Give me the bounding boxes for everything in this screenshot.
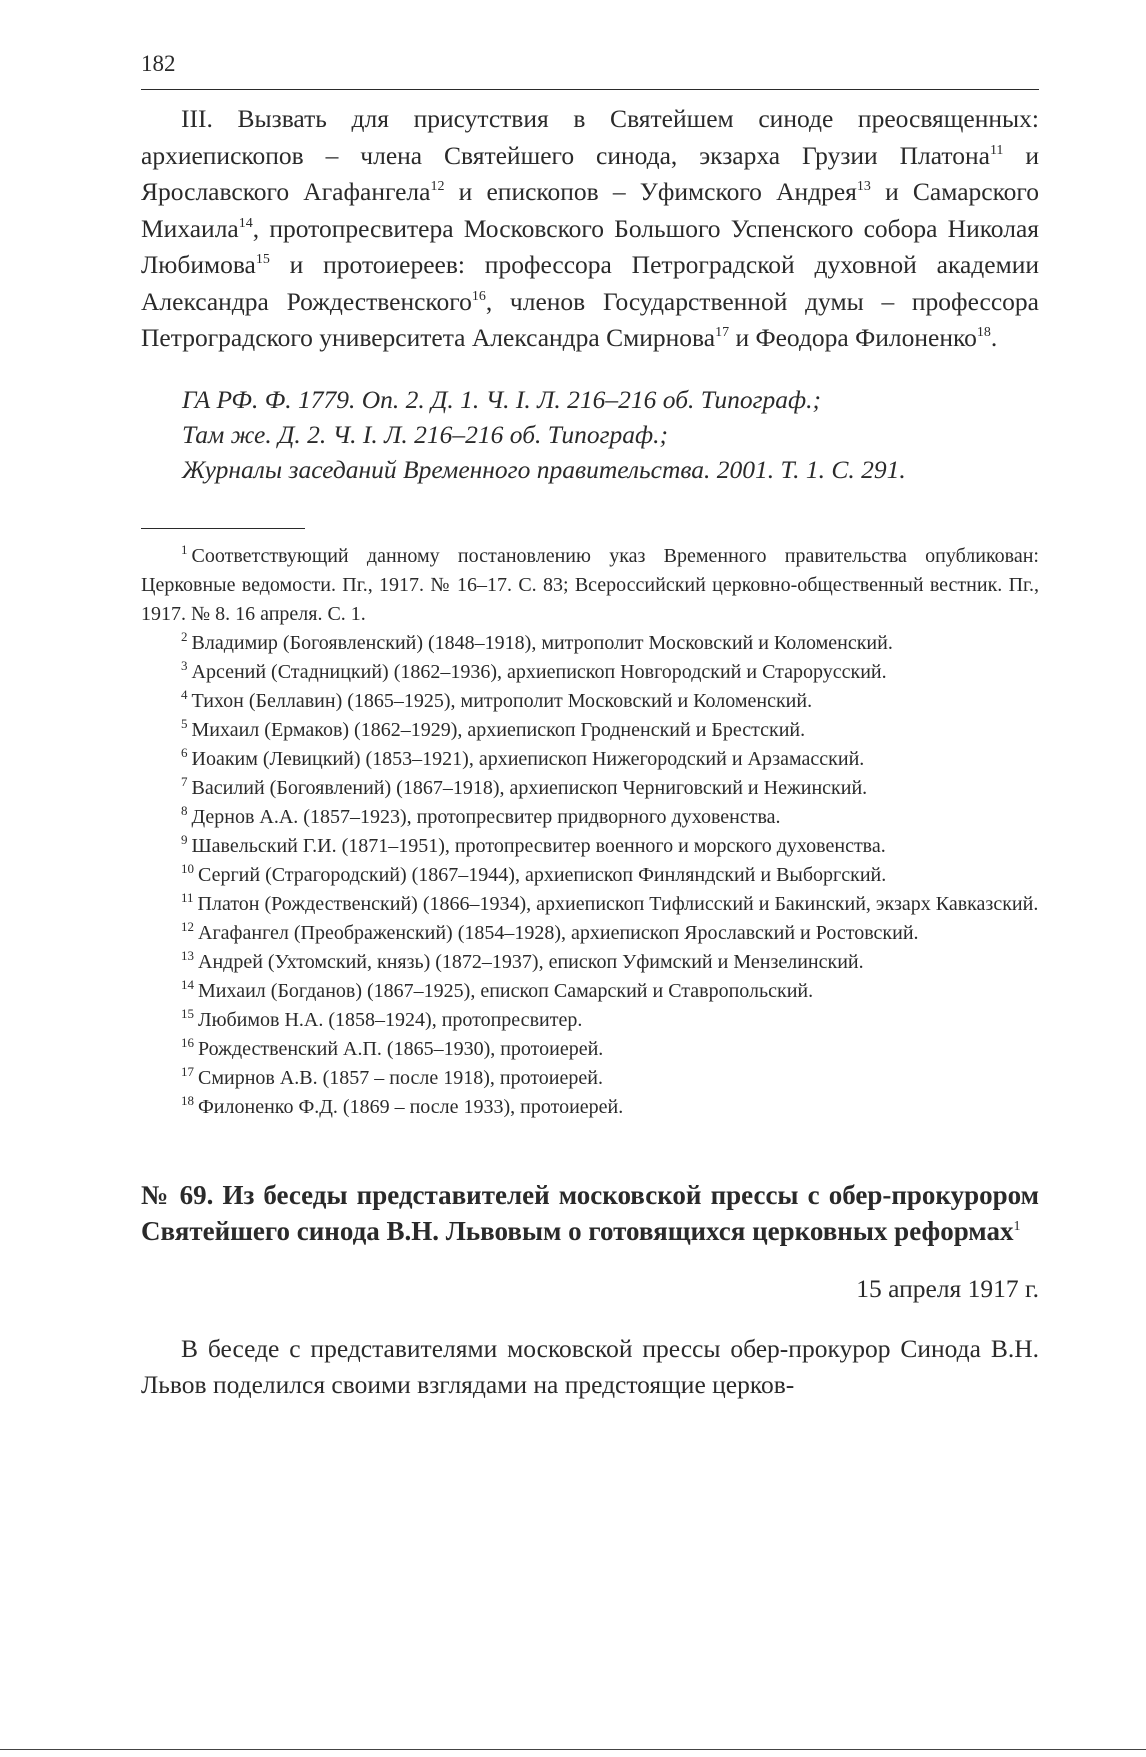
paragraph-text: и епископов – Уфимского Андрея [444,177,857,206]
footnote-text: Платон (Рождественский) (1866–1934), архиепископ Тифлисский и Бакинский, экзарх Кавказский. [197,892,1039,915]
footnote-text: Михаил (Богданов) (1867–1925), епископ Самарский и Ставропольский. [198,979,814,1002]
footnote-number: 4 [181,686,188,702]
footnote [141,745,1039,774]
footnote-text: Иоаким (Левицкий) (1853–1921), архиепископ Нижегородский и Арзамасский. [191,747,865,770]
footnote-number: 7 [181,773,188,789]
document-heading-text: № 69. Из беседы представителей московской прессы с обер-прокурором Святейшего синода В.Н. Львовым о готовящихся церковных реформах [141,1179,1039,1246]
footnote [141,658,1039,687]
footnote-number: 14 [181,976,194,992]
page-number: 182 [141,51,176,76]
footnote-reference: 13 [856,179,871,194]
footnote-number: 6 [181,744,188,760]
footnote-reference: 16 [471,288,486,304]
footnote-text: Филоненко Ф.Д. (1869 – после 1933), протоиерей. [198,1095,624,1118]
footnote-text: Шавельский Г.И. (1871–1951), протопресвитер военного и морского духовенства. [191,834,886,857]
footnote [141,629,1039,658]
scan-bottom-edge [0,1749,1146,1750]
footnote [141,948,1039,977]
paragraph-text: и Феодора Филоненко [729,323,977,352]
footnote-reference: 15 [255,252,270,267]
footnote-reference: 18 [976,325,991,340]
footnote-text: Дернов А.А. (1857–1923), протопресвитер придворного духовенства. [191,805,781,828]
resolution-paragraph [141,101,1039,357]
footnote-text: Василий (Богоявлений) (1867–1918), архиепископ Черниговский и Нежинский. [191,776,868,799]
footnote [141,919,1039,948]
footnote-text: Сергий (Страгородский) (1867–1944), архиепископ Финляндский и Выборгский. [198,863,887,886]
document-heading [141,1177,1039,1249]
footnote [141,1006,1039,1035]
footnote-reference: 17 [715,325,730,340]
footnote [141,716,1039,745]
footnote-number: 18 [181,1092,194,1108]
footnote-number: 15 [181,1005,194,1021]
footnote-number: 16 [181,1034,194,1050]
footnote [141,687,1039,716]
footnote-text: Андрей (Ухтомский, князь) (1872–1937), епископ Уфимский и Мензелинский. [198,950,864,973]
footnote-text: Любимов Н.А. (1858–1924), протопресвитер. [198,1008,583,1031]
footnote [141,1093,1039,1122]
footnote-reference: 11 [989,142,1004,158]
footnote [141,1035,1039,1064]
footnote [141,977,1039,1006]
paragraph-text: и протоиереев: профессора Петроградской духовной академии Александра Рождественского [141,250,1039,316]
footnote-number: 3 [181,657,188,673]
paragraph-text: , протопресвитера Московского Большого Успенского собора Николая Любимова [141,213,1039,279]
footnote-text: Агафангел (Преображенский) (1854–1928), архиепископ Ярославский и Ростовский. [198,921,919,944]
footnote-number: 11 [181,889,194,905]
paragraph-text: и Самарского Михаила [141,177,1039,243]
paragraph-text: , членов Государственной думы – профессора Петроградского университета Александра Смирнова [141,286,1039,352]
footnote-text: Владимир (Богоявленский) (1848–1918), митрополит Московский и Коломенский. [191,631,893,654]
footnotes [141,542,1039,1122]
footnote-text: Арсений (Стадницкий) (1862–1936), архиепископ Новгородский и Старорусский. [191,660,887,683]
paragraph-text: и Ярославского Агафангела [141,140,1039,206]
footnote-number: 9 [181,831,188,847]
footnote [141,861,1039,890]
footnote-number: 5 [181,715,188,731]
paragraph-text: III. Вызвать для присутствия в Святейшем синоде преосвященных: архиепископов – члена Святейшего синода, экзарха Грузии Платона [141,104,1039,170]
document-body: В беседе с представителями московской прессы обер-прокурор Синода В.Н. Львов поделился своими взглядами на предстоящие церков- [141,1333,1039,1399]
footnote-text: Смирнов А.В. (1857 – после 1918), протоиерей. [198,1066,603,1089]
footnote-number: 12 [181,918,194,934]
page-content [141,101,1039,1404]
footnote-reference: 12 [430,179,445,194]
footnote-number: 2 [181,628,188,644]
footnote [141,803,1039,832]
footnote [141,1064,1039,1093]
source-line: Журналы заседаний Временного правительства. 2001. Т. 1. С. 291. [182,454,906,484]
document-heading-note: 1 [1013,1218,1021,1234]
document-date: 15 апреля 1917 г. [856,1273,1039,1303]
footnote-text: Михаил (Ермаков) (1862–1929), архиепископ Гродненский и Брестский. [191,718,806,741]
source-line: Там же. Д. 2. Ч. I. Л. 216–216 об. Типограф.; [182,419,669,449]
footnote-separator [141,528,305,529]
paragraph-text: . [990,323,998,352]
footnote [141,774,1039,803]
footnote-number: 17 [181,1063,194,1079]
footnote-reference: 14 [238,215,253,231]
footnote [141,832,1039,861]
source-line: ГА РФ. Ф. 1779. Оп. 2. Д. 1. Ч. I. Л. 216–216 об. Типограф.; [182,384,822,414]
header-rule [141,89,1039,90]
footnote-text: Тихон (Беллавин) (1865–1925), митрополит Московский и Коломенский. [191,689,813,712]
footnote [141,890,1039,919]
footnote-text: Соответствующий данному постановлению указ Временного правительства опубликован: Церковные ведомости. Пг., 1917. № 16–17. С. 83; Всероссийский церковно-общественный вестник. Пг., 1917. № 8. 16 апреля. С. 1. [141,544,1039,625]
footnote-text: Рождественский А.П. (1865–1930), протоиерей. [198,1037,604,1060]
footnote-number: 10 [181,860,194,876]
footnote-number: 8 [181,802,188,818]
footnote-number: 13 [181,947,194,963]
footnote [141,542,1039,629]
archival-sources [182,382,1039,487]
footnote-number: 1 [181,541,188,557]
